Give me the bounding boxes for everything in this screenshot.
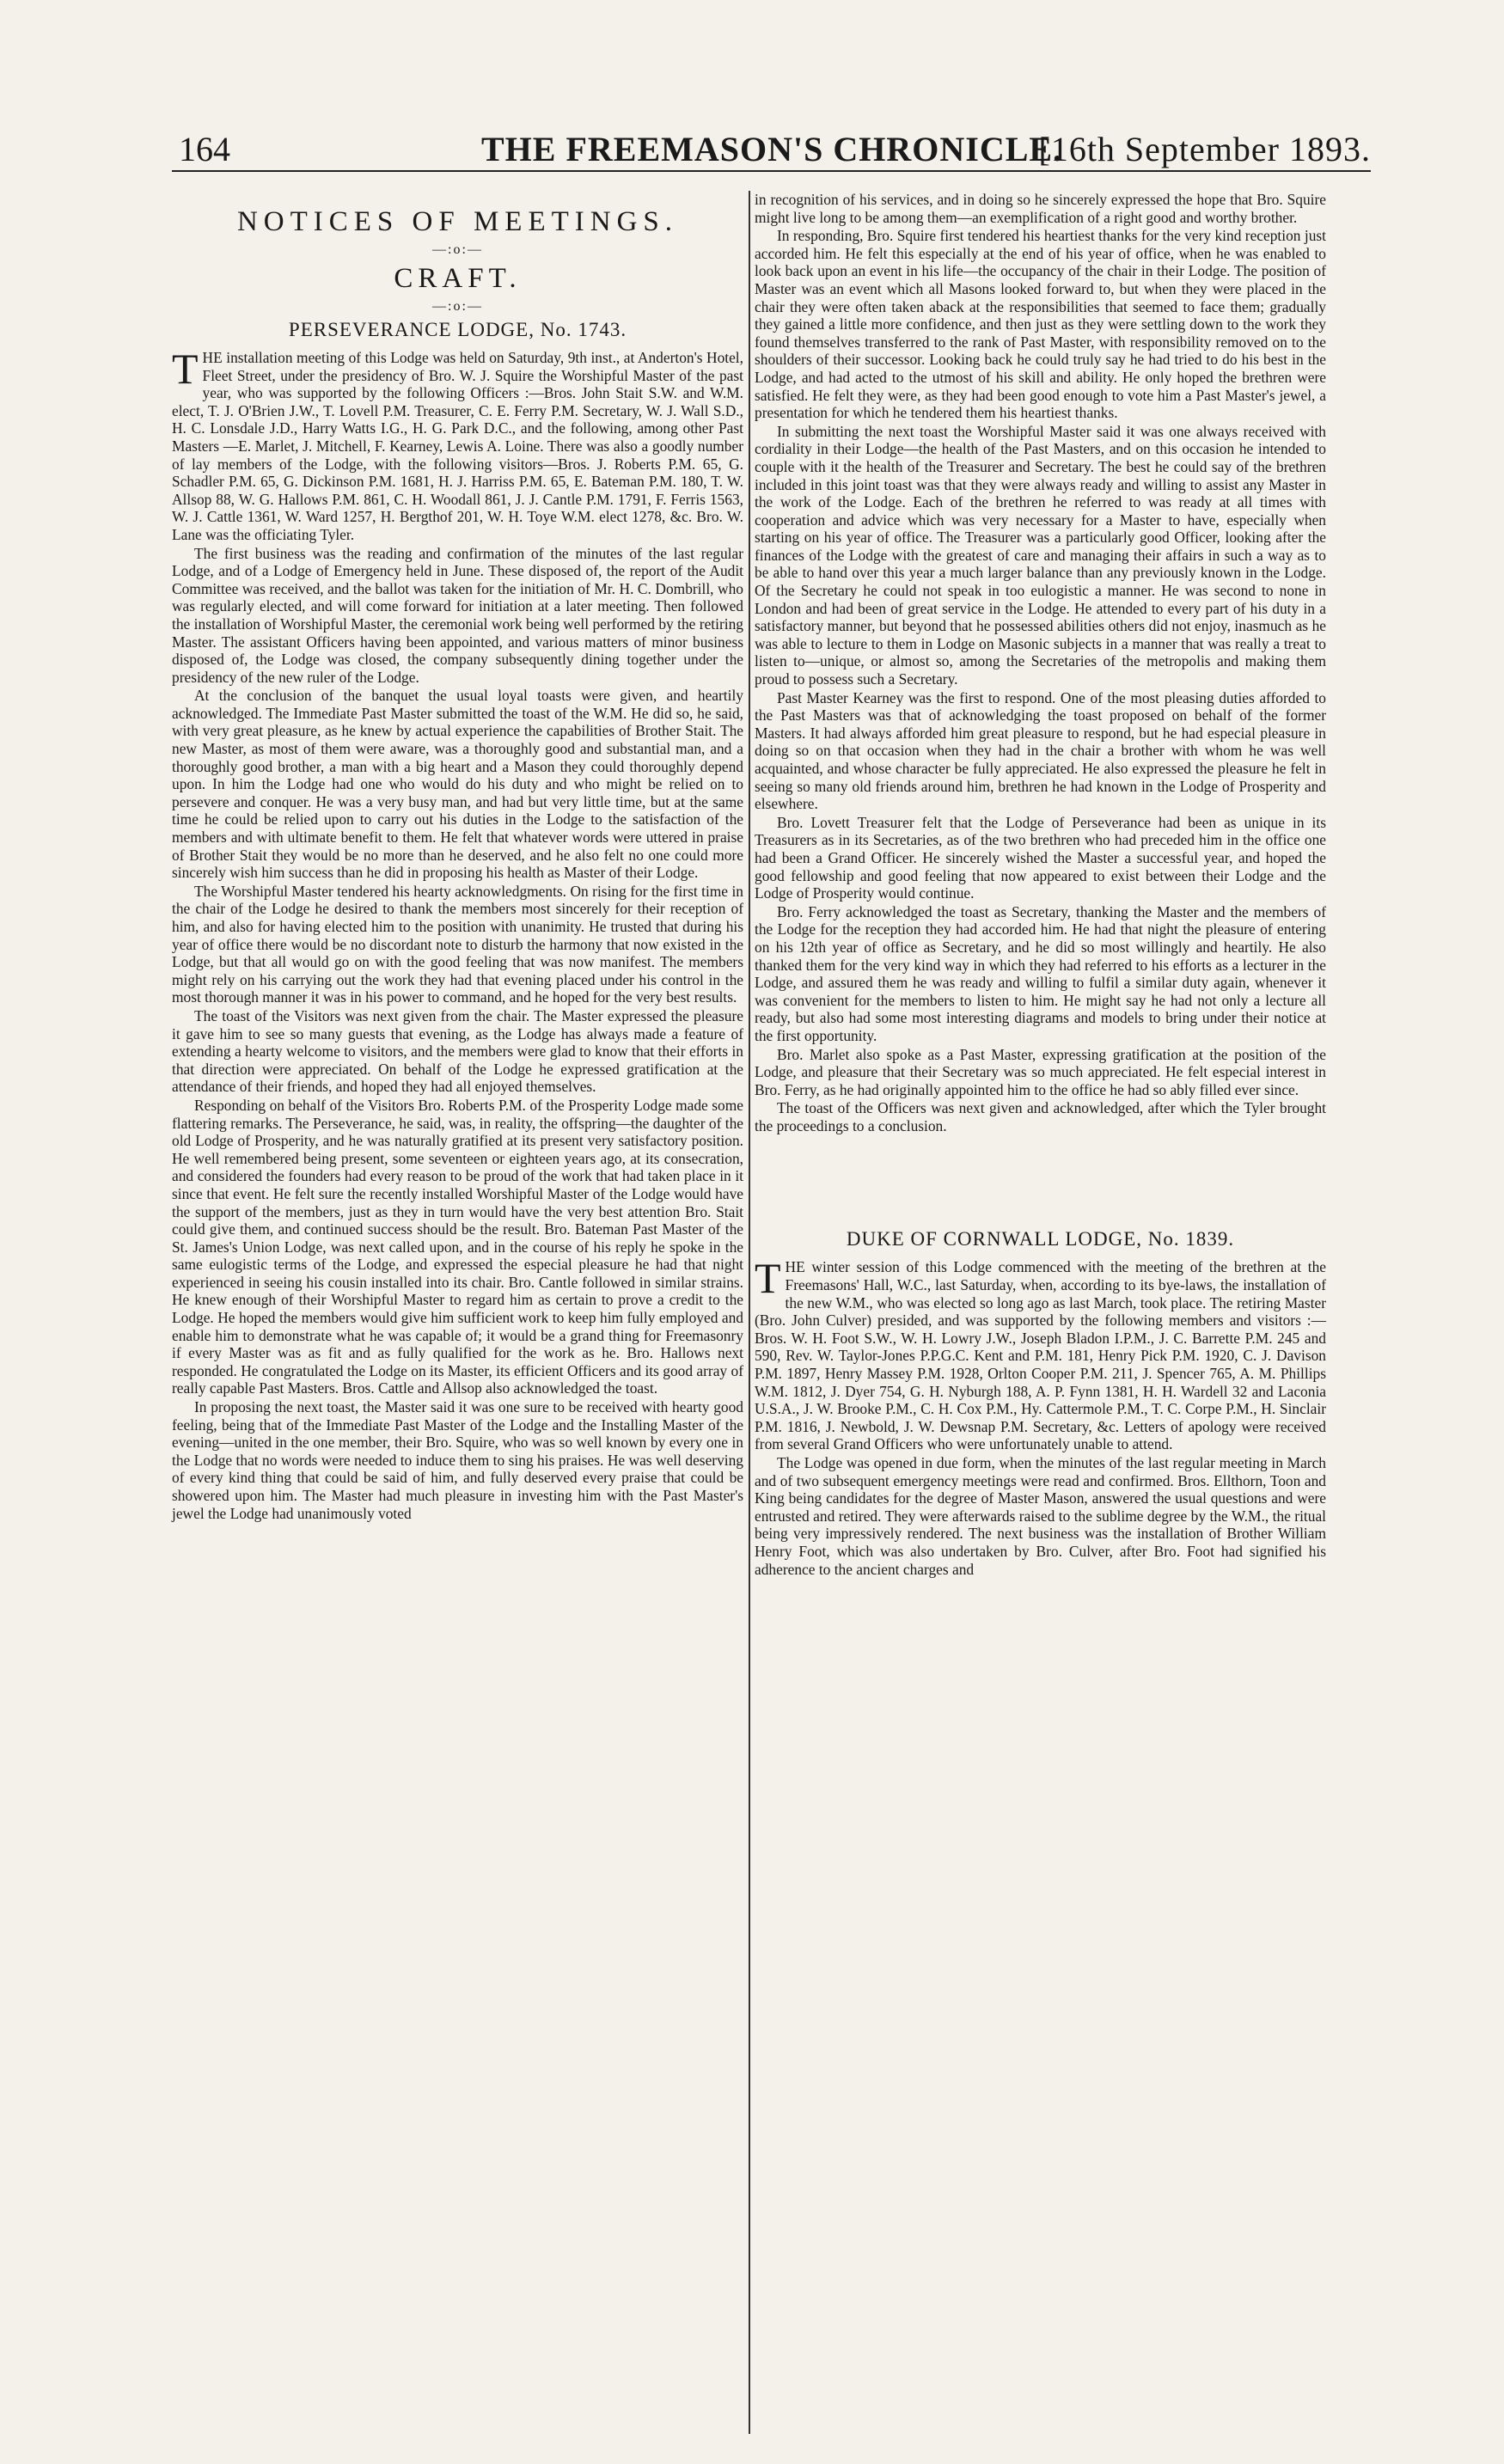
issue-date: [16th September 1893. [1038,130,1371,168]
article-paragraph: Bro. Ferry acknowledged the toast as Secretary, thanking the Master and the members of the Lodge for the reception they had accorded him. He had that night the pleasure of entering on his 12th year of office as Secretary, and he did so most willingly and heartily. He also thanked them for the very kind way in which they had referred to his efforts as a lecturer in the Lodge, and assured them he was ready and willing to fulfil a similar duty again, whenever it was convenient for the members to listen to him. He might say he had not only a lecture all ready, but also had some most interesting diagrams and models to bring under their notice at the first opportunity. [755,902,1326,1044]
left-column [172,191,743,1522]
article-paragraph: Past Master Kearney was the first to respond. One of the most pleasing duties afforded to the Past Masters was that of acknowledging the toast proposed on behalf of the former Masters. It had always afforded him great pleasure to respond, but he had especial pleasure in doing so on that occasion when they had in the chair a brother with whom he was well acquainted, and whose character be fully appreciated. He also expressed the pleasure he felt in seeing so many old friends around him, brethren he had known in the Lodge of Prosperity and elsewhere. [755,688,1326,813]
article-paragraph: The first business was the reading and confirmation of the minutes of the last regular Lodge, and of a Lodge of Emergency held in June. These disposed of, the report of the Audit Committee was received, and the ballot was taken for the initiation of Mr. H. C. Dombrill, who was regularly elected, and will come forward for initiation at a later meeting. Then followed the installation of Worshipful Master, the ceremonial work being well performed by the retiring Master. The assistant Officers having been appointed, and various matters of minor business disposed of, the Lodge was closed, the company subsequently dining together under the presidency of the new ruler of the Lodge. [172,544,743,686]
ornament-divider: —:o:— [432,242,483,257]
lodge-heading-duke-of-cornwall: DUKE OF CORNWALL LODGE, No. 1839. [846,1228,1235,1250]
article-paragraph: THE installation meeting of this Lodge was held on Saturday, 9th inst., at Anderton's Hotel, Fleet Street, under the presidency of Bro. W. J. Squire the Worshipful Master of the past year, who was supported by the following Officers :—Bros. John Stait S.W. and W.M. elect, T. J. O'Brien J.W., T. Lovell P.M. Treasurer, C. E. Ferry P.M. Secretary, W. J. Wall S.D., H. C. Lonsdale J.D., Harry Watts I.G., H. G. Park D.C., and the following, among other Past Masters —E. Marlet, J. Mitchell, F. Kearney, Lewis A. Loine. There was also a goodly number of lay members of the Lodge, with the following visitors—Bros. J. Roberts P.M. 65, G. Schadler P.M. 65, G. Dickinson P.M. 1681, H. J. Harriss P.M. 65, E. Bateman P.M. 180, T. W. Allsop 88, W. G. Hallows P.M. 861, C. H. Woodall 861, J. J. Cantle P.M. 1791, F. Ferris 1563, W. J. Cattle 1361, W. Ward 1257, H. Bergthof 201, W. H. Toye W.M. elect 1278, &c. Bro. W. Lane was the officiating Tyler. [172,345,743,543]
lodge-heading-perseverance: PERSEVERANCE LODGE, No. 1743. [288,319,627,340]
article-paragraph: Responding on behalf of the Visitors Bro. Roberts P.M. of the Prosperity Lodge made some flattering remarks. The Perseverance, he said, was, in reality, the offspring—the daughter of the old Lodge of Prosperity, and he was naturally gratified at its present very satisfactory position. He well remembered being present, some seventeen or eighteen years ago, at its consecration, and considered the founders had every reason to be proud of the work that had taken place in it since that event. He felt sure the recently installed Worshipful Master of the Lodge would have the support of the members, just as they in turn would have the very best attention Bro. Stait could give them, and continued success should be the result. Bro. Bateman Past Master of the St. James's Union Lodge, was next called upon, and in the course of his reply he spoke in the same eulogistic terms of the Lodge, and expressed the especial pleasure he had that night experienced in seeing his cousin installed into its chair. Bro. Cantle followed in similar strains. He knew enough of their Worshipful Master to regard him as certain to prove a credit to the Lodge. He hoped the members would give him sufficient work to keep him fully employed and enable him to demonstrate what he was capable of; it would be a grand thing for Freemasonry if every Master was as fit and as fully qualified for the work as he. Bro. Hallows next responded. He congratulated the Lodge on its Master, its efficient Officers and its good array of really capable Past Masters. Bros. Cattle and Allsop also acknowledged the toast. [172,1096,743,1397]
article-paragraph: In submitting the next toast the Worshipful Master said it was one always received with cordiality in their Lodge—the health of the Past Masters, and on this occasion he intended to couple with it the health of the Treasurer and Secretary. The best he could say of the brethren included in this joint toast was that they were always ready and willing to assist any Master in the work of the Lodge. Each of the brethren he referred to was ready at all times with cooperation and advice which was very necessary for a Master to have, especially when starting on his year of office. The Treasurer was a particularly good Officer, looking after the finances of the Lodge with the greatest of care and managing their affairs in such a way as to be able to hand over this year a much larger balance than any previously known in the Lodge. Of the Secretary he could not speak in too eulogistic a manner. He was second to none in London and had been of great service in the Lodge. He attended to every part of his duty in a satisfactory manner, but beyond that he possessed abilities others did not enjoy, inasmuch as he was able to lecture to them in Lodge on Masonic subjects in a manner that was really a treat to listen to—unique, or almost so, among the Secretaries of the metropolis and making them proud to possess such a Secretary. [755,422,1326,688]
article-paragraph: In proposing the next toast, the Master said it was one sure to be received with hearty good feeling, being that of the Immediate Past Master of the Lodge and the Installing Master of the evening—united in the one member, their Bro. Squire, who was so well known by every one in the Lodge that no words were needed to induce them to sing his praises. He was well deserving of every kind thing that could be said of him, and fully deserved every praise that could be showered upon him. The Master had much pleasure in investing him with the Past Master's jewel the Lodge had unanimously voted [172,1398,743,1522]
article-paragraph: THE winter session of this Lodge commenced with the meeting of the brethren at the Freemasons' Hall, W.C., last Saturday, when, according to its bye-laws, the installation of the new W.M., who was elected so long ago as last March, took place. The retiring Master (Bro. John Culver) presided, and was supported by the following members and visitors :—Bros. W. H. Foot S.W., W. H. Lowry J.W., Joseph Bladon I.P.M., J. C. Barrette P.M. 245 and 590, Rev. W. Taylor-Jones P.P.G.C. Kent and P.M. 181, Henry Pick P.M. 1920, C. J. Davison P.M. 1897, Henry Massey P.M. 1928, Orlton Cooper P.M. 211, J. Spencer 765, A. M. Phillips W.M. 1812, J. Dyer 754, G. H. Nyburgh 188, A. P. Fynn 1381, H. H. Wardell 32 and Laconia U.S.A., J. W. Brooke P.M., C. H. Cox P.M., Hy. Cattermole P.M., T. C. Corpe P.M., H. Sinclair P.M. 1816, J. Newbold, J. W. Dewsnap P.M. Secretary, &c. Letters of apology were received from several Grand Officers who were unfortunately unable to attend. [755,1254,1326,1453]
article-paragraph: In responding, Bro. Squire first tendered his heartiest thanks for the very kind reception just accorded him. He felt this especially at the end of his year of office, when he was enabled to look back upon an event in his life—the occupancy of the chair in their Lodge. The position of Master was an event which all Masons looked forward to, but when they were placed in the chair they were often taken aback at the responsibilities that seemed to face them; gradually they gained a little more confidence, and then just as they were settling down to the work they found themselves transferred to the rank of Past Master, with responsibility removed on to the shoulders of their successor. Looking back he could truly say he had tried to do his best in the Lodge, and had acted to the utmost of his skill and ability. He only hoped the brethren were satisfied. He felt they were, as they had been good enough to vote him a Past Master's jewel, a presentation for which he tendered them his heartiest thanks. [755,227,1326,422]
column-divider [749,191,750,2434]
publication-title: THE FREEMASON'S CHRONICLE. [481,130,1063,168]
article-paragraph: Bro. Lovett Treasurer felt that the Lodge of Perseverance had been as unique in its Treasurers as in its Secretaries, as of the two brethren who had preceded him in the office one had been a Grand Officer. He sincerely wished the Master a successful year, and hoped the good fellowship and good feeling that now appeared to exist between their Lodge and the Lodge of Prosperity would continue. [755,813,1326,902]
notices-heading: NOTICES OF MEETINGS. [236,206,679,237]
drop-cap: T [172,345,199,393]
article-paragraph: The toast of the Officers was next given and acknowledged, after which the Tyler brought the proceedings to a conclusion. [755,1099,1326,1134]
article-paragraph: Bro. Marlet also spoke as a Past Master, expressing gratification at the position of the Lodge, and pleasure that their Secretary was so much appreciated. He felt especial interest in Bro. Ferry, as he had originally appointed him to the office he had so ably filled ever since. [755,1045,1326,1098]
article-paragraph: The Worshipful Master tendered his hearty acknowledgments. On rising for the first time in the chair of the Lodge he desired to thank the members most sincerely for their reception of him, and also for having elected him to the position with unanimity. He trusted that during his year of office there would be no discordant note to disturb the harmony that now existed in the Lodge, but that all would go on with the good feeling that was now manifest. The members might rely on his carrying out the work they had that evening placed under his control in the most thorough manner it was in his power to command, and he hoped for the very best results. [172,882,743,1006]
article-paragraph: At the conclusion of the banquet the usual loyal toasts were given, and heartily acknowledged. The Immediate Past Master submitted the toast of the W.M. He did so, he said, with very great pleasure, as he knew by actual experience the capabilities of Brother Stait. The new Master, as most of them were aware, was a thoroughly good and substantial man, and a thoroughly good brother, a man with a big heart and a Mason they could thoroughly depend upon. In him the Lodge had one who would do his duty and who might be relied on to persevere and conquer. He was a very busy man, and had but very little time, but at the same time he could be relied upon to carry out his duties in the Lodge to the satisfaction of the members and with ultimate benefit to them. He felt that whatever words were uttered in praise of Brother Stait they would be no more than he deserved, and he also felt no one could more sincerely wish him success than he did in proposing his health as Master of their Lodge. [172,687,743,882]
right-column [755,191,1326,1578]
article-paragraph: The toast of the Visitors was next given from the chair. The Master expressed the pleasure it gave him to see so many guests that evening, as the Lodge has always made a feature of extending a hearty welcome to visitors, and the members were glad to know that their efforts in that direction were appreciated. On behalf of the Lodge he expressed gratification at the attendance of their friends, and hoped they had all enjoyed themselves. [172,1006,743,1096]
drop-cap: T [755,1254,781,1303]
craft-heading: CRAFT. [394,263,522,294]
page-header [172,129,1371,172]
section-spacer [755,1134,1326,1227]
ornament-divider: —:o:— [432,299,483,314]
article-paragraph: in recognition of his services, and in doing so he sincerely expressed the hope that Bro. Squire might live long to be among them—an exemplification of a right good and worthy brother. [755,191,1326,226]
article-paragraph: The Lodge was opened in due form, when the minutes of the last regular meeting in March and of two subsequent emergency meetings were read and confirmed. Bros. Ellthorn, Toon and King being candidates for the degree of Master Mason, answered the usual questions and were entrusted and retired. They were afterwards raised to the sublime degree by the W.M., the ritual being very impressively rendered. The next business was the installation of Brother William Henry Foot, which was also undertaken by Bro. Culver, after Bro. Foot had signified his adherence to the ancient charges and [755,1454,1326,1578]
page-number: 164 [179,130,230,168]
